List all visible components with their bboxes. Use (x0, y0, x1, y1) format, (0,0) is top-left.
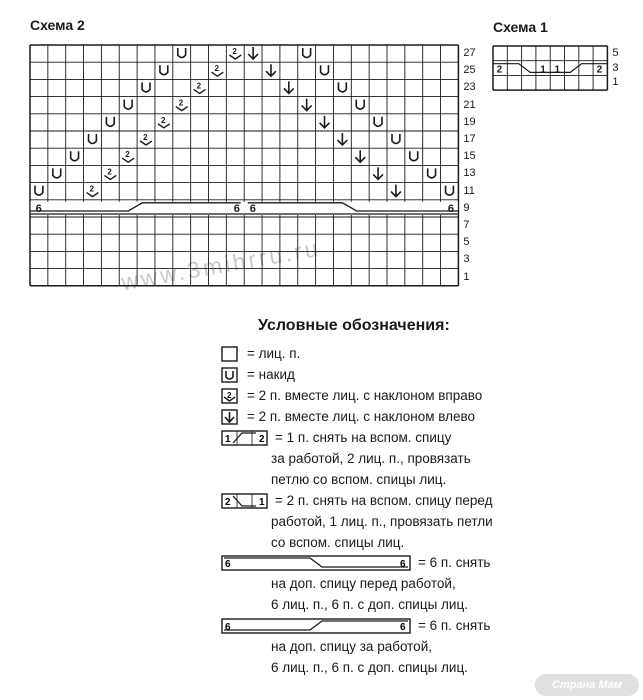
legend-cable-front-2-1-cont: работой, 1 лиц. п., провязать петли со вспом. спицы лиц. (271, 514, 493, 550)
legend-cable-front-6-6: = 6 п. снять (418, 555, 491, 570)
svg-text:1: 1 (225, 434, 231, 445)
k2tog-left-icon (222, 410, 237, 424)
row-number: 3 (612, 61, 619, 74)
k2tog-right-icon: 2 (196, 81, 202, 91)
legend-cable-front-6-6-cont: на доп. спицу перед работой, 6 лиц. п., 6 п. с доп. спицы лиц. (271, 576, 468, 612)
row-number: 19 (463, 115, 476, 128)
legend-yarn-over: = накид (247, 367, 295, 382)
legend-k2tog-right: = 2 п. вместе лиц. с наклоном вправо (247, 388, 483, 403)
svg-text:6: 6 (225, 622, 231, 633)
legend-knit: = лиц. п. (247, 346, 301, 361)
k2tog-right-icon: 2 (125, 150, 130, 160)
cable-back-6-6-icon (222, 619, 410, 633)
legend-heading: Условные обозначения: (258, 317, 450, 334)
legend-cable-back-6-6: = 6 п. снять (418, 618, 491, 633)
row-number: 27 (463, 47, 476, 59)
cable-label: 6 (249, 203, 256, 215)
legend-cable-back-1-2: = 1 п. снять на вспом. спицу (275, 430, 452, 445)
svg-text:2: 2 (259, 434, 265, 445)
row-number: 15 (463, 150, 476, 163)
cable-label: 6 (35, 203, 42, 215)
row-number: 1 (463, 270, 470, 283)
svg-text:2: 2 (227, 391, 232, 400)
k2tog-right-icon: 2 (89, 184, 95, 194)
cell-label: 2 (596, 64, 603, 76)
legend-k2tog-left: = 2 п. вместе лиц. с наклоном влево (247, 409, 476, 424)
knit-square-icon (222, 347, 237, 361)
row-number: 9 (463, 201, 470, 214)
svg-text:6: 6 (400, 622, 406, 633)
cable-label: 6 (447, 203, 455, 215)
scheme-2-title: Схема 2 (30, 17, 85, 33)
k2tog-right-icon: 2 (178, 98, 184, 108)
k2tog-right-icon: 2 (214, 64, 219, 74)
row-number: 11 (463, 184, 475, 197)
watermark: www.3mihrru.ru (119, 234, 323, 296)
svg-text:6: 6 (225, 559, 231, 570)
cable-back-1-2-icon (222, 431, 267, 445)
row-number: 5 (463, 236, 470, 249)
cell-label: 1 (540, 64, 546, 76)
legend-cable-back-6-6-cont: на доп. спицу за работой, 6 лиц. п., 6 п. с доп. спицы лиц. (271, 639, 468, 675)
svg-text:1: 1 (259, 497, 265, 508)
row-number: 17 (463, 133, 476, 145)
row-number: 23 (463, 81, 476, 94)
k2tog-right-icon (222, 389, 237, 403)
row-number: 7 (463, 219, 470, 231)
row-number: 1 (612, 76, 619, 89)
yarn-over-icon (222, 368, 237, 382)
row-number: 13 (463, 167, 476, 180)
cell-label: 2 (496, 64, 503, 76)
cell-label: 1 (554, 64, 561, 76)
cable-label: 6 (233, 203, 240, 215)
k2tog-right-icon: 2 (107, 167, 112, 177)
legend-cable-back-1-2-cont: за работой, 2 лиц. п., провязать петлю со вспом. спицы лиц. (271, 451, 471, 487)
k2tog-right-icon: 2 (232, 47, 237, 56)
svg-text:6: 6 (400, 559, 406, 570)
legend-cable-front-2-1: = 2 п. снять на вспом. спицу перед (275, 493, 493, 508)
site-badge: Страна Мам (535, 674, 639, 696)
svg-text:2: 2 (225, 497, 231, 508)
row-number: 5 (612, 47, 619, 59)
k2tog-right-icon: 2 (143, 133, 148, 142)
row-number: 21 (463, 98, 476, 111)
scheme-1-title: Схема 1 (493, 19, 548, 35)
row-number: 3 (463, 253, 470, 266)
row-number: 25 (463, 64, 476, 77)
cable-front-2-1-icon (222, 494, 267, 508)
cable-front-6-6-icon (222, 556, 410, 570)
k2tog-right-icon: 2 (160, 115, 166, 125)
